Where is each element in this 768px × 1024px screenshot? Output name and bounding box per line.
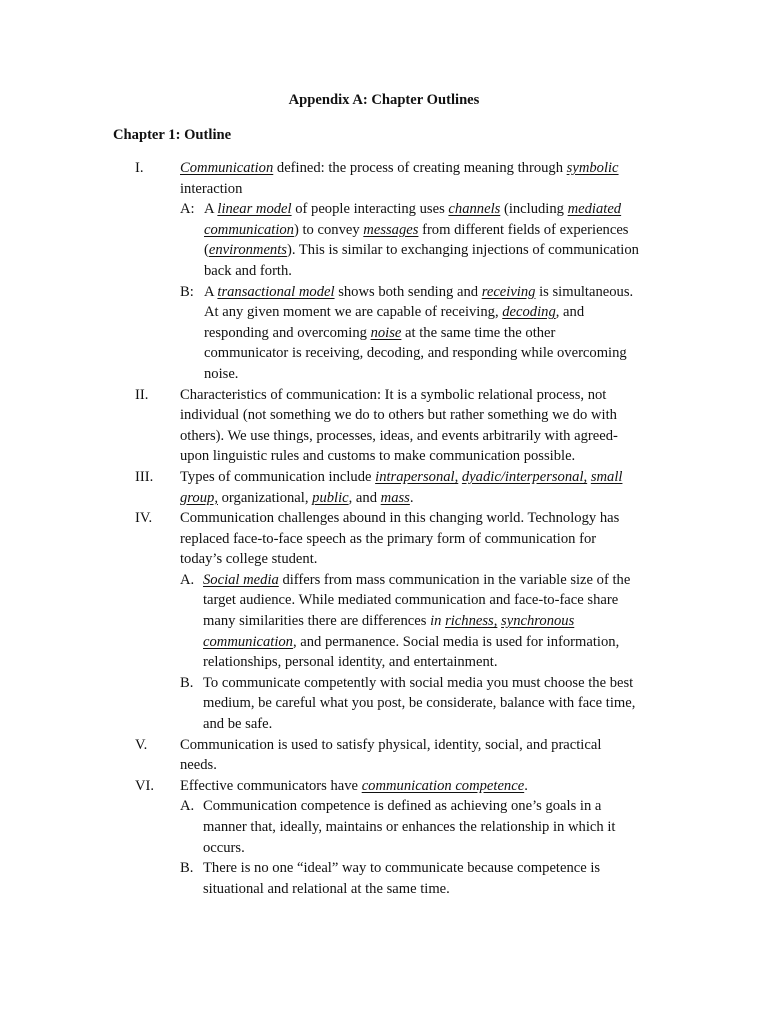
text-run: is simultaneous. At any given moment we are capable of receiving,: [204, 283, 634, 321]
term-transactional-model: transactional model: [217, 283, 335, 300]
term-mass: mass: [380, 489, 410, 506]
term-symbolic: symbolic: [566, 160, 619, 176]
outline-item-v: [0, 735, 640, 776]
term-public: public: [312, 489, 349, 506]
item-numeral: VI.: [135, 777, 155, 794]
text-run: differs from mass communication in the variable size of the target audience. While mediated communication and face-to-face share many similarities there are differences: [203, 571, 631, 630]
text-run: ) to convey: [293, 221, 364, 238]
text-run: organizational,: [217, 489, 313, 506]
term-decoding: decoding: [502, 304, 556, 321]
sub-item-b: [180, 282, 640, 385]
term-channels: channels: [448, 201, 501, 218]
term-messages: messages: [363, 221, 419, 238]
sub-text: There is no one “ideal” way to communicate because competence is situational and relational at the same time.: [203, 860, 601, 897]
term-intrapersonal: intrapersonal,: [375, 468, 459, 485]
sub-label: A:: [180, 201, 195, 218]
text-run: ). This is similar to exchanging injections of communication back and forth.: [204, 242, 639, 279]
text-run: from different fields of experiences (: [204, 221, 629, 259]
sub-item-a: [180, 570, 640, 673]
term-receiving: receiving: [481, 283, 536, 300]
chapter-heading: Chapter 1: Outline: [113, 127, 232, 143]
outline-item-ii: [0, 385, 640, 467]
sub-label: B.: [180, 674, 194, 691]
item-numeral: II.: [135, 386, 149, 403]
term-communication: Communication: [180, 160, 274, 176]
term-social-media: Social media: [203, 571, 279, 588]
item-numeral: IV.: [135, 510, 153, 527]
outline-item-iii: [0, 467, 640, 508]
term-dyadic-interpersonal: dyadic/interpersonal,: [461, 468, 588, 485]
chapter-outline: [0, 158, 768, 899]
text-run: , and: [348, 489, 381, 506]
item-text: [180, 776, 640, 797]
outline-item-i: [0, 158, 640, 385]
text-run: , and permanence. Social media is used for information, relationships, personal identity, and entertainment.: [203, 633, 620, 671]
outline-item-iv: [0, 508, 640, 735]
term-synchronous-communication: synchronous communication: [203, 613, 575, 650]
text-run: Effective communicators have: [180, 777, 362, 794]
appendix-title: Appendix A: Chapter Outlines: [288, 92, 480, 108]
item-numeral: III.: [135, 468, 154, 485]
item-text: [180, 467, 640, 508]
text-run: (including: [500, 201, 568, 218]
term-mediated-communication: mediated communication: [204, 201, 622, 238]
text-run: A: [204, 283, 218, 300]
term-linear-model: linear model: [217, 201, 292, 218]
item-numeral: V.: [135, 736, 148, 753]
sub-item-a: [180, 199, 640, 281]
outline-item-vi: [0, 776, 640, 900]
term-small-group: small group,: [180, 468, 623, 506]
sub-label: B:: [180, 283, 194, 300]
term-environments: environments: [208, 242, 287, 259]
text-run: at the same time the other communicator is receiving, decoding, and responding while overcoming noise.: [204, 324, 627, 382]
sub-item-b: [180, 858, 640, 899]
text-run: defined: the process of creating meaning through: [273, 160, 567, 176]
text-run: shows both sending and: [334, 283, 482, 300]
text-run: , and responding and overcoming: [204, 304, 585, 341]
sub-label: B.: [180, 860, 194, 877]
term-richness: richness,: [445, 613, 498, 630]
sub-text: Communication competence is defined as achieving one’s goals in a manner that, ideally, maintains or enhances the relationship in which it occurs.: [203, 798, 616, 856]
sub-item-b: [180, 673, 640, 735]
term-noise: noise: [370, 324, 402, 341]
item-text: Characteristics of communication: It is a symbolic relational process, not individual (not something we do to others but rather something we do with others). We use things, processes, ideas, and events arbitrarily with agreed-upon linguistic rules and customs to make communication possible.: [180, 386, 618, 465]
item-text: [180, 158, 640, 199]
item-text: Communication challenges abound in this changing world. Technology has replaced face-to-face speech as the primary form of communication for today’s college student.: [180, 510, 620, 568]
term-communication-competence: communication competence: [361, 777, 525, 794]
sub-text: To communicate competently with social media you must choose the best medium, be careful what you post, be considerate, balance with face time, and be safe.: [203, 674, 636, 733]
item-numeral: I.: [135, 160, 144, 176]
sub-label: A.: [180, 798, 195, 815]
sub-label: A.: [180, 571, 195, 588]
text-run: of people interacting uses: [291, 201, 449, 218]
text-run: A: [204, 201, 218, 218]
text-run: interaction: [180, 180, 243, 197]
sub-item-a: [180, 796, 640, 858]
text-run-italic: in: [430, 613, 442, 630]
item-text: Communication is used to satisfy physical, identity, social, and practical needs.: [180, 736, 602, 774]
text-run: .: [409, 489, 414, 506]
text-run: .: [524, 777, 528, 794]
text-run: Types of communication include: [180, 468, 376, 485]
